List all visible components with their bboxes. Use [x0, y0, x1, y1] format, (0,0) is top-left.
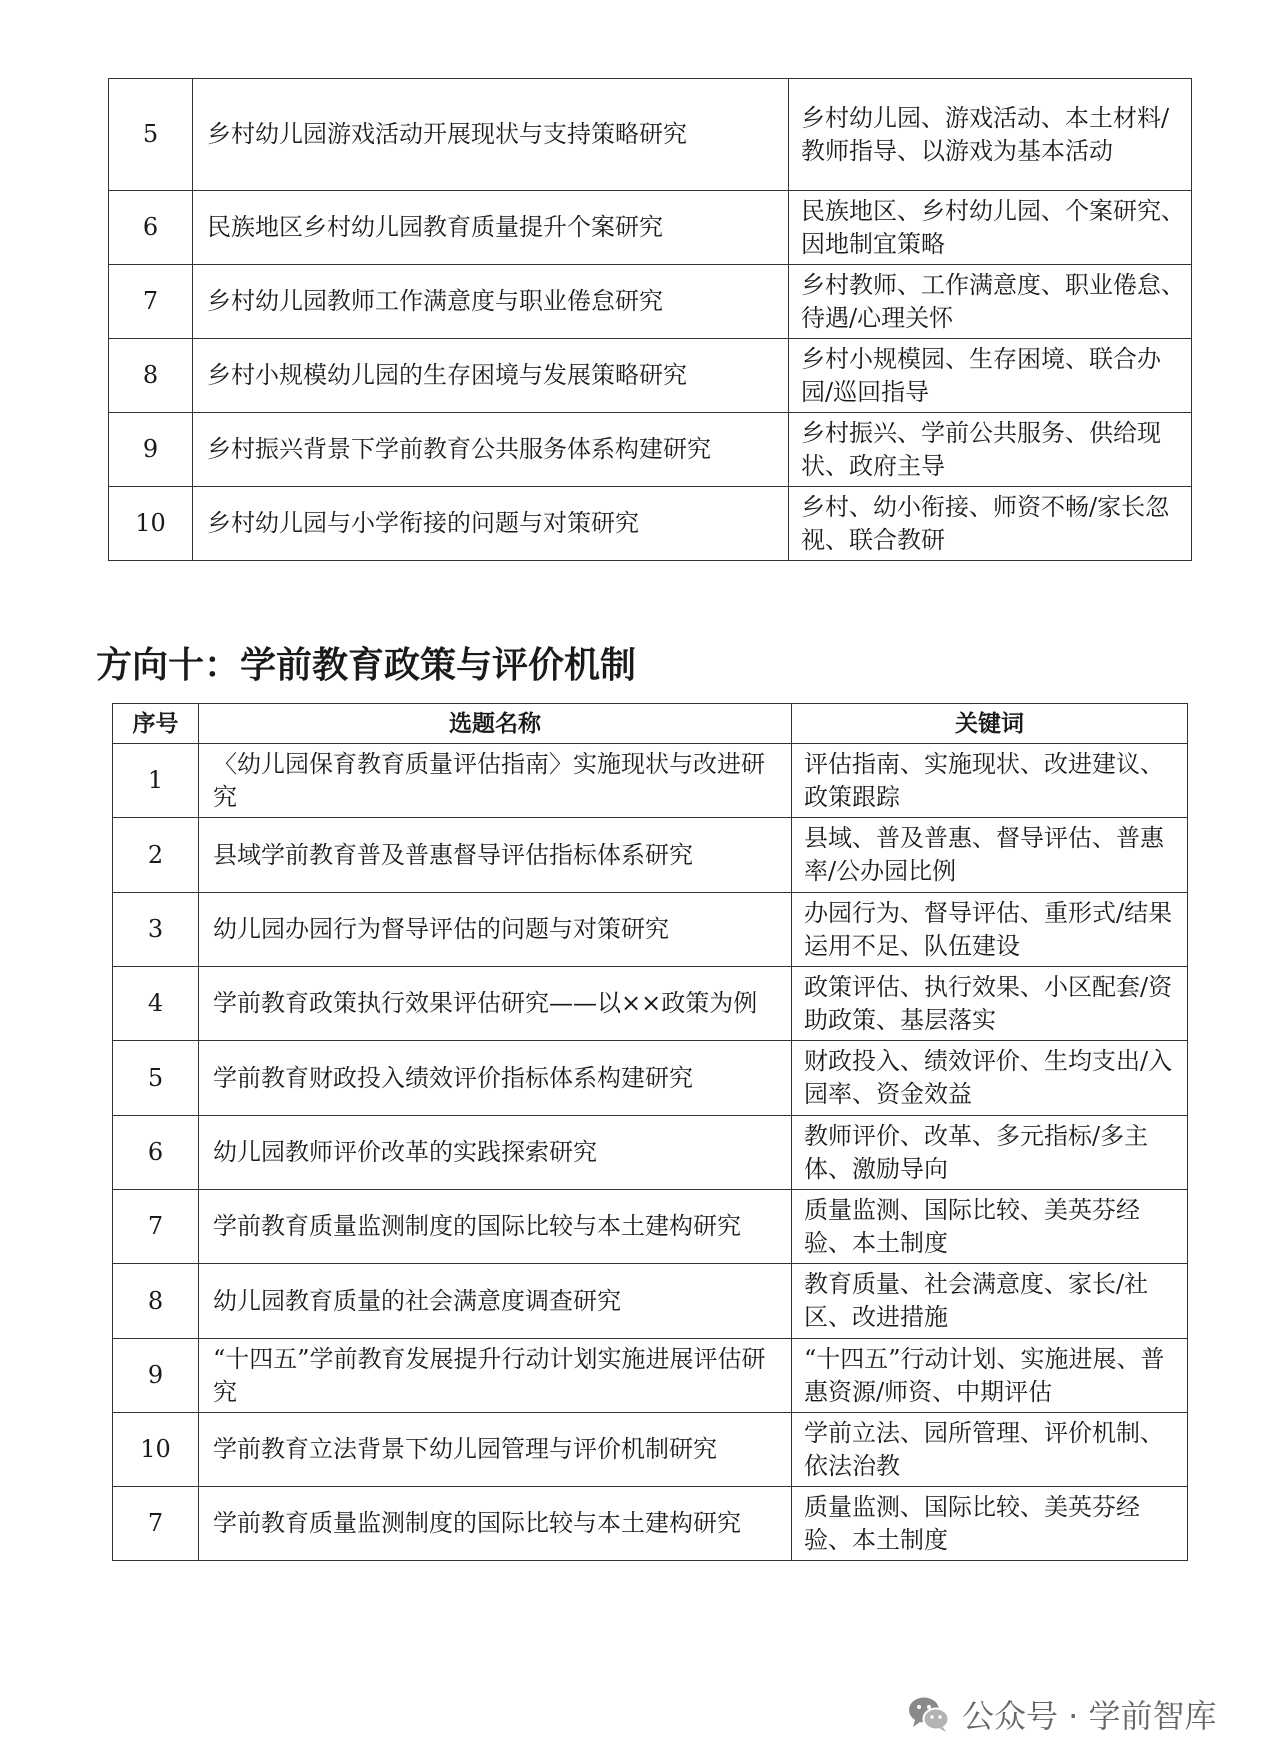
row-keywords: 教育质量、社会满意度、家长/社区、改进措施: [792, 1264, 1188, 1339]
table-row: [113, 1413, 1188, 1487]
row-number: 6: [109, 191, 193, 265]
topic-table-continued: [108, 78, 1192, 561]
row-keywords: 乡村振兴、学前公共服务、供给现状、政府主导: [789, 413, 1192, 487]
row-number: 10: [109, 487, 193, 561]
table-row: [113, 1487, 1188, 1561]
row-number: 10: [113, 1413, 199, 1487]
row-keywords: 财政投入、绩效评价、生均支出/入园率、资金效益: [792, 1041, 1188, 1116]
header-keywords: 关键词: [792, 704, 1188, 744]
table-row: [109, 191, 1192, 265]
row-keywords: 县域、普及普惠、督导评估、普惠率/公办园比例: [792, 818, 1188, 893]
table-row: [109, 413, 1192, 487]
row-topic: 〈幼儿园保育教育质量评估指南〉实施现状与改进研究: [199, 744, 792, 818]
row-topic: 乡村振兴背景下学前教育公共服务体系构建研究: [193, 413, 789, 487]
table-row: [113, 1339, 1188, 1413]
header-topic: 选题名称: [199, 704, 792, 744]
row-keywords: 乡村幼儿园、游戏活动、本土材料/教师指导、以游戏为基本活动: [789, 79, 1192, 191]
row-topic: 学前教育质量监测制度的国际比较与本土建构研究: [199, 1487, 792, 1561]
row-topic: 乡村幼儿园与小学衔接的问题与对策研究: [193, 487, 789, 561]
header-number: 序号: [113, 704, 199, 744]
row-number: 6: [113, 1116, 199, 1190]
row-number: 5: [113, 1041, 199, 1116]
table-row: [113, 893, 1188, 967]
row-number: 3: [113, 893, 199, 967]
row-keywords: “十四五”行动计划、实施进展、普惠资源/师资、中期评估: [792, 1339, 1188, 1413]
row-keywords: 乡村、幼小衔接、师资不畅/家长忽视、联合教研: [789, 487, 1192, 561]
row-keywords: 办园行为、督导评估、重形式/结果运用不足、队伍建设: [792, 893, 1188, 967]
table-row: [113, 1190, 1188, 1264]
row-keywords: 乡村小规模园、生存困境、联合办园/巡回指导: [789, 339, 1192, 413]
row-topic: 乡村小规模幼儿园的生存困境与发展策略研究: [193, 339, 789, 413]
row-number: 1: [113, 744, 199, 818]
row-topic: 学前教育财政投入绩效评价指标体系构建研究: [199, 1041, 792, 1116]
row-number: 9: [113, 1339, 199, 1413]
row-keywords: 政策评估、执行效果、小区配套/资助政策、基层落实: [792, 967, 1188, 1041]
row-keywords: 民族地区、乡村幼儿园、个案研究、因地制宜策略: [789, 191, 1192, 265]
watermark-text: 公众号 · 学前智库: [962, 1697, 1217, 1735]
table-header-row: [113, 704, 1188, 744]
row-number: 7: [113, 1190, 199, 1264]
watermark: [908, 1691, 1217, 1737]
row-number: 8: [109, 339, 193, 413]
row-topic: “十四五”学前教育发展提升行动计划实施进展评估研究: [199, 1339, 792, 1413]
row-topic: 幼儿园办园行为督导评估的问题与对策研究: [199, 893, 792, 967]
table-row: [113, 1041, 1188, 1116]
table-row: [109, 339, 1192, 413]
row-topic: 学前教育政策执行效果评估研究——以××政策为例: [199, 967, 792, 1041]
table-row: [109, 79, 1192, 191]
row-keywords: 学前立法、园所管理、评价机制、依法治教: [792, 1413, 1188, 1487]
row-topic: 学前教育立法背景下幼儿园管理与评价机制研究: [199, 1413, 792, 1487]
table-row: [113, 1264, 1188, 1339]
row-topic: 民族地区乡村幼儿园教育质量提升个案研究: [193, 191, 789, 265]
row-topic: 学前教育质量监测制度的国际比较与本土建构研究: [199, 1190, 792, 1264]
row-number: 7: [109, 265, 193, 339]
row-keywords: 评估指南、实施现状、改进建议、政策跟踪: [792, 744, 1188, 818]
row-topic: 幼儿园教师评价改革的实践探索研究: [199, 1116, 792, 1190]
table-row: [113, 967, 1188, 1041]
row-number: 4: [113, 967, 199, 1041]
row-topic: 幼儿园教育质量的社会满意度调查研究: [199, 1264, 792, 1339]
table-row: [113, 744, 1188, 818]
row-topic: 乡村幼儿园游戏活动开展现状与支持策略研究: [193, 79, 789, 191]
table-row: [113, 818, 1188, 893]
section-heading: 方向十：学前教育政策与评价机制: [96, 644, 637, 686]
row-number: 8: [113, 1264, 199, 1339]
row-number: 2: [113, 818, 199, 893]
row-keywords: 乡村教师、工作满意度、职业倦怠、待遇/心理关怀: [789, 265, 1192, 339]
topic-table-policy-evaluation: [112, 703, 1188, 1561]
row-keywords: 质量监测、国际比较、美英芬经验、本土制度: [792, 1190, 1188, 1264]
row-number: 5: [109, 79, 193, 191]
row-number: 9: [109, 413, 193, 487]
wechat-icon: [908, 1695, 950, 1733]
row-topic: 乡村幼儿园教师工作满意度与职业倦怠研究: [193, 265, 789, 339]
table-row: [113, 1116, 1188, 1190]
row-keywords: 教师评价、改革、多元指标/多主体、激励导向: [792, 1116, 1188, 1190]
row-number: 7: [113, 1487, 199, 1561]
row-keywords: 质量监测、国际比较、美英芬经验、本土制度: [792, 1487, 1188, 1561]
row-topic: 县域学前教育普及普惠督导评估指标体系研究: [199, 818, 792, 893]
table-row: [109, 265, 1192, 339]
table-row: [109, 487, 1192, 561]
